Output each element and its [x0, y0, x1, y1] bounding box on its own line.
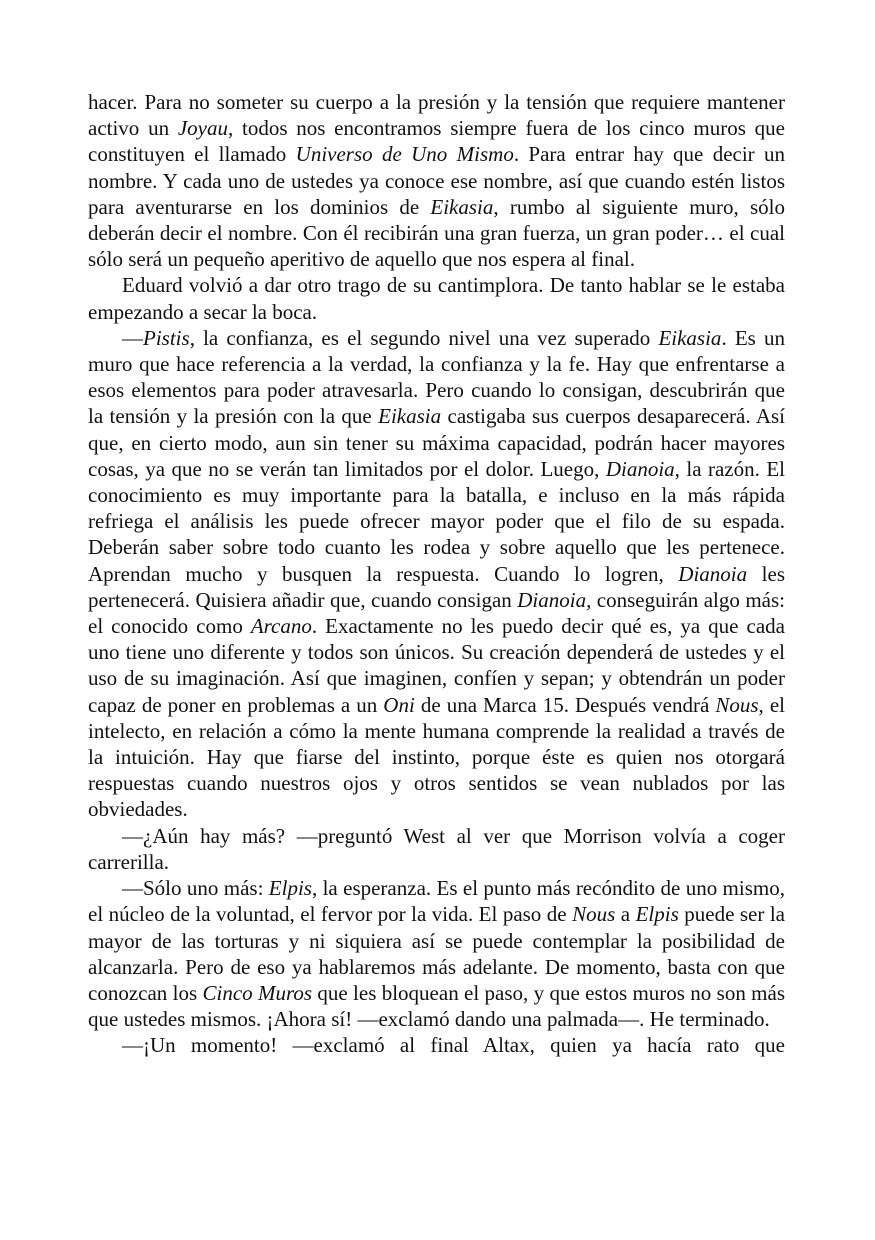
text-run: , la esperanza. Es el punto más recóndito de uno mismo, el núcleo de la voluntad, el fervor por la vida. El paso de	[88, 876, 785, 927]
italic-term: Nous	[715, 692, 759, 717]
text-run: —Sólo uno más:	[122, 876, 269, 901]
italic-term: Dianoia	[605, 456, 675, 481]
text-run: . Exactamente no les puedo decir qué es, ya que cada uno tiene uno diferente y todos son únicos. Su creación dependerá de ustedes y el uso de su imaginación. Así que imaginen, confíen y sepan; y obtendrán un poder capaz de poner en problemas a un	[88, 614, 785, 717]
text-run: . Es un muro que hace referencia a la verdad, la confianza y la fe. Hay que enfrentarse a esos elementos para poder atravesarla. Pero cuando lo consigan, descubrirán que la tensión y la presión con la que	[88, 325, 786, 429]
text-run: —	[122, 325, 143, 350]
text-run: . Para entrar hay que decir un nombre. Y cada uno de ustedes ya conoce ese nombre, así que cuando estén listos para aventurarse en los dominios de	[88, 142, 786, 219]
text-run: , el intelecto, en relación a cómo la mente humana comprende la realidad a través de la intuición. Hay que fiarse del instinto, porque éste es quien nos otorgará respuestas cuando nuestros ojos y otros sentidos se vean nublados por las obviedades.	[88, 692, 785, 822]
text-run: puede ser la mayor de las torturas y ni siquiera así se puede contemplar la posibilidad de alcanzarla. Pero de eso ya hablaremos más adelante. De momento, basta con que conozcan los	[88, 902, 785, 1005]
paragraph	[88, 823, 785, 875]
text-run: , todos nos encontramos siempre fuera de los cinco muros que constituyen el llamado	[88, 116, 785, 167]
italic-term: Universo de Uno Mismo	[295, 142, 514, 167]
italic-term: Arcano	[250, 614, 312, 639]
text-run: les pertenecerá. Quisiera añadir que, cuando consigan	[88, 561, 785, 612]
italic-term: Dianoia,	[517, 587, 592, 612]
text-run: hacer. Para no someter su cuerpo a la presión y la tensión que requiere mantener activo un	[88, 90, 785, 141]
text-run: de una Marca 15. Después vendrá	[414, 692, 716, 717]
italic-term: Dianoia	[678, 561, 748, 586]
italic-term: Elpis	[635, 902, 679, 927]
italic-term: Eikasia	[658, 325, 722, 350]
text-run: conseguirán algo más: el conocido como	[88, 587, 786, 639]
text-run: , la razón. El conocimiento es muy importante para la batalla, e incluso en la más rápida refriega el análisis les puede ofrecer mayor poder que el filo de su espada. Deberán saber sobre todo cuanto les rodea y sobre aquello que les pertenece. Aprendan mucho y busquen la respuesta. Cuando lo logren,	[88, 456, 786, 586]
text-run: a	[615, 902, 636, 927]
italic-term: Eikasia	[430, 194, 494, 219]
document-page	[88, 89, 785, 1059]
paragraph	[88, 875, 785, 1032]
italic-term: Cinco Muros	[202, 980, 313, 1005]
body-text	[88, 89, 785, 1059]
text-run: Eduard volvió a dar otro trago de su cantimplora. De tanto hablar se le estaba empezando a secar la boca.	[88, 273, 785, 324]
italic-term: Joyau	[177, 116, 228, 141]
text-run: —¡Un momento! —exclamó al final Altax, quien ya hacía rato que	[122, 1033, 785, 1058]
italic-term: Nous	[572, 902, 616, 927]
italic-term: Pistis	[143, 325, 190, 350]
italic-term: Eikasia	[378, 404, 442, 429]
text-run: , rumbo al siguiente muro, sólo deberán decir el nombre. Con él recibirán una gran fuerza, un gran poder… el cual sólo será un pequeño aperitivo de aquello que nos espera al final.	[88, 194, 785, 272]
italic-term: Elpis	[268, 876, 312, 901]
text-run: castigaba sus cuerpos desaparecerá. Así que, en cierto modo, aun sin tener su máxima capacidad, podrán hacer mayores cosas, ya que no se verán tan limitados por el dolor. Luego,	[88, 404, 785, 481]
text-run: , la confianza, es el segundo nivel una vez superado	[189, 325, 659, 350]
text-run: que les bloquean el paso, y que estos muros no son más que ustedes mismos. ¡Ahora sí! —exclamó dando una palmada—. He terminado.	[88, 980, 785, 1032]
paragraph	[88, 1032, 785, 1058]
italic-term: Oni	[383, 692, 415, 717]
paragraph	[88, 272, 785, 324]
paragraph	[88, 325, 785, 823]
paragraph	[88, 89, 785, 272]
text-run: —¿Aún hay más? —preguntó West al ver que Morrison volvía a coger carrerilla.	[88, 823, 785, 874]
